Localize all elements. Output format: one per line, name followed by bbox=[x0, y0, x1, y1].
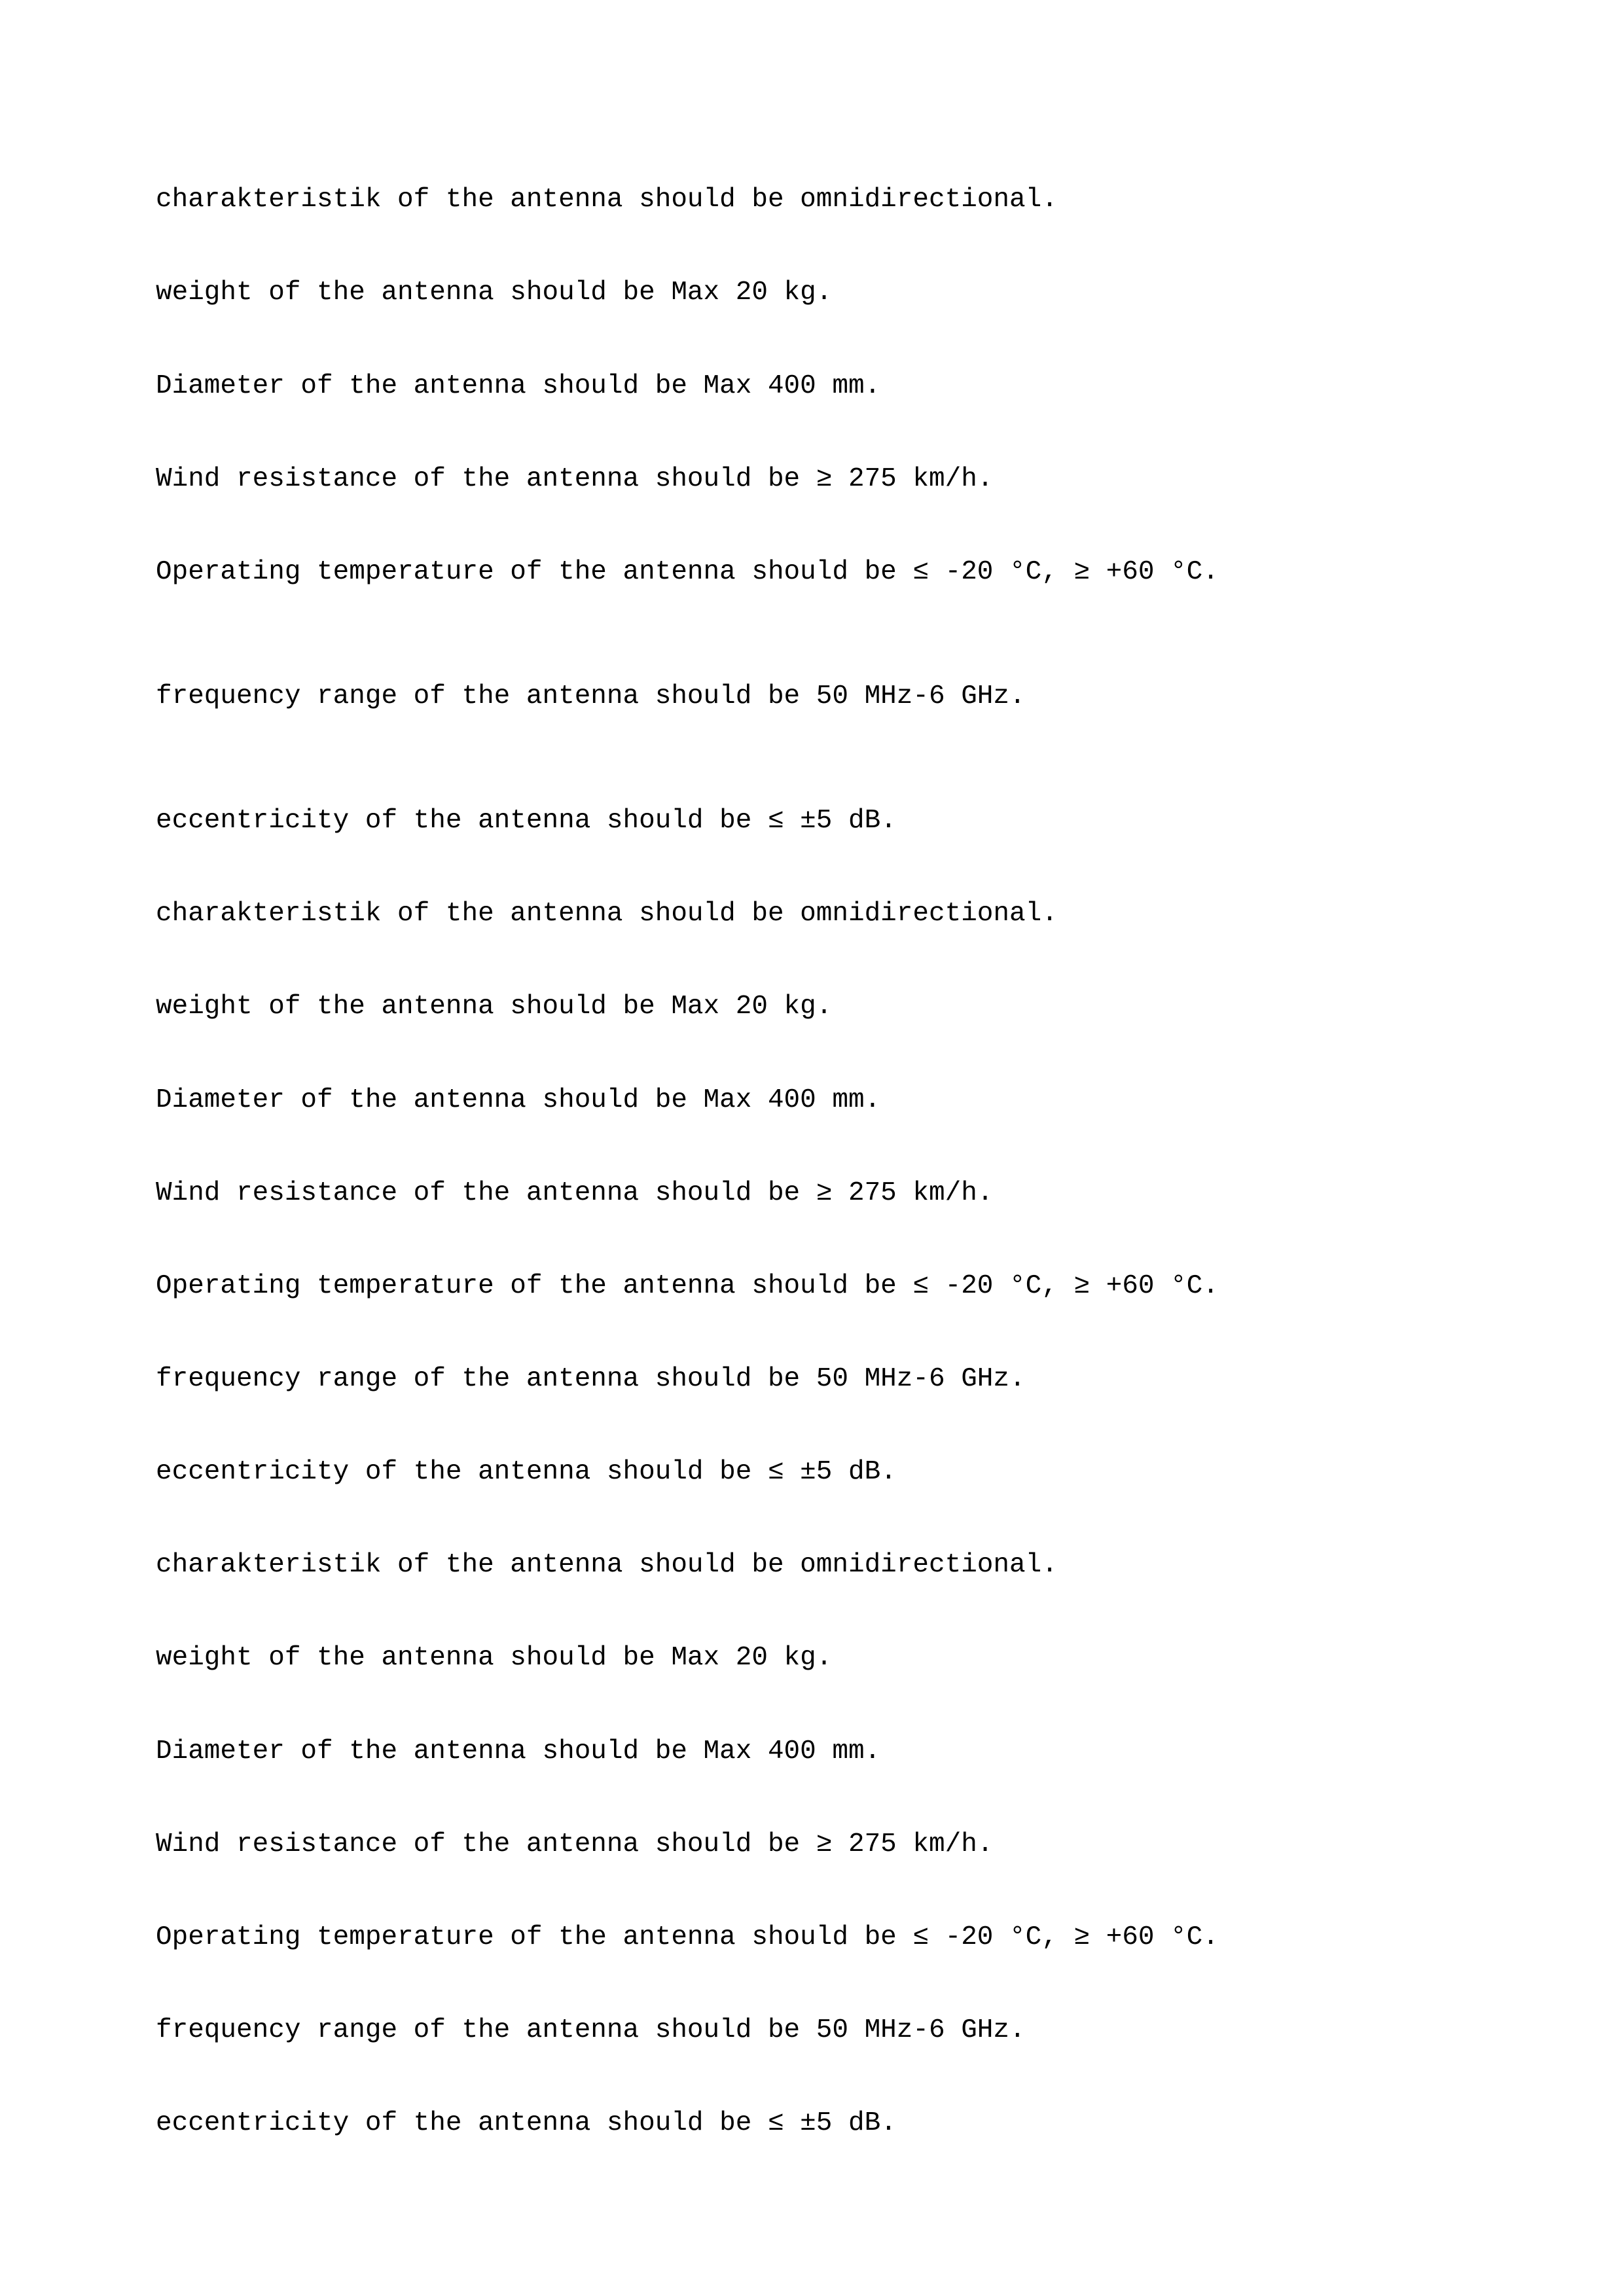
spec-line-operating-temperature: Operating temperature of the antenna should be ≤ -20 °C, ≥ +60 °C. bbox=[156, 1271, 1219, 1301]
spec-line-operating-temperature: Operating temperature of the antenna should be ≤ -20 °C, ≥ +60 °C. bbox=[156, 557, 1219, 587]
spec-line-eccentricity: eccentricity of the antenna should be ≤ ±5 dB. bbox=[156, 806, 897, 836]
spec-line-weight: weight of the antenna should be Max 20 kg. bbox=[156, 278, 833, 308]
spec-line-weight: weight of the antenna should be Max 20 kg. bbox=[156, 992, 833, 1022]
spec-line-diameter: Diameter of the antenna should be Max 400 mm. bbox=[156, 1085, 881, 1115]
spec-line-frequency-range: frequency range of the antenna should be 50 MHz-6 GHz. bbox=[156, 2015, 1026, 2045]
spec-line-wind-resistance: Wind resistance of the antenna should be ≥ 275 km/h. bbox=[156, 464, 994, 494]
spec-line-wind-resistance: Wind resistance of the antenna should be ≥ 275 km/h. bbox=[156, 1178, 994, 1208]
spec-line-weight: weight of the antenna should be Max 20 kg. bbox=[156, 1643, 833, 1673]
spec-line-characteristic: charakteristik of the antenna should be omnidirectional. bbox=[156, 185, 1058, 215]
spec-line-characteristic: charakteristik of the antenna should be omnidirectional. bbox=[156, 1550, 1058, 1580]
spec-line-eccentricity: eccentricity of the antenna should be ≤ ±5 dB. bbox=[156, 2108, 897, 2138]
spec-line-frequency-range: frequency range of the antenna should be 50 MHz-6 GHz. bbox=[156, 1364, 1026, 1394]
spec-line-eccentricity: eccentricity of the antenna should be ≤ ±5 dB. bbox=[156, 1457, 897, 1487]
spec-line-characteristic: charakteristik of the antenna should be omnidirectional. bbox=[156, 899, 1058, 929]
spec-line-operating-temperature: Operating temperature of the antenna should be ≤ -20 °C, ≥ +60 °C. bbox=[156, 1922, 1219, 1952]
spec-line-frequency-range: frequency range of the antenna should be 50 MHz-6 GHz. bbox=[156, 681, 1026, 711]
spec-line-diameter: Diameter of the antenna should be Max 400 mm. bbox=[156, 1736, 881, 1767]
spec-line-wind-resistance: Wind resistance of the antenna should be ≥ 275 km/h. bbox=[156, 1829, 994, 1859]
spec-line-diameter: Diameter of the antenna should be Max 400 mm. bbox=[156, 371, 881, 401]
